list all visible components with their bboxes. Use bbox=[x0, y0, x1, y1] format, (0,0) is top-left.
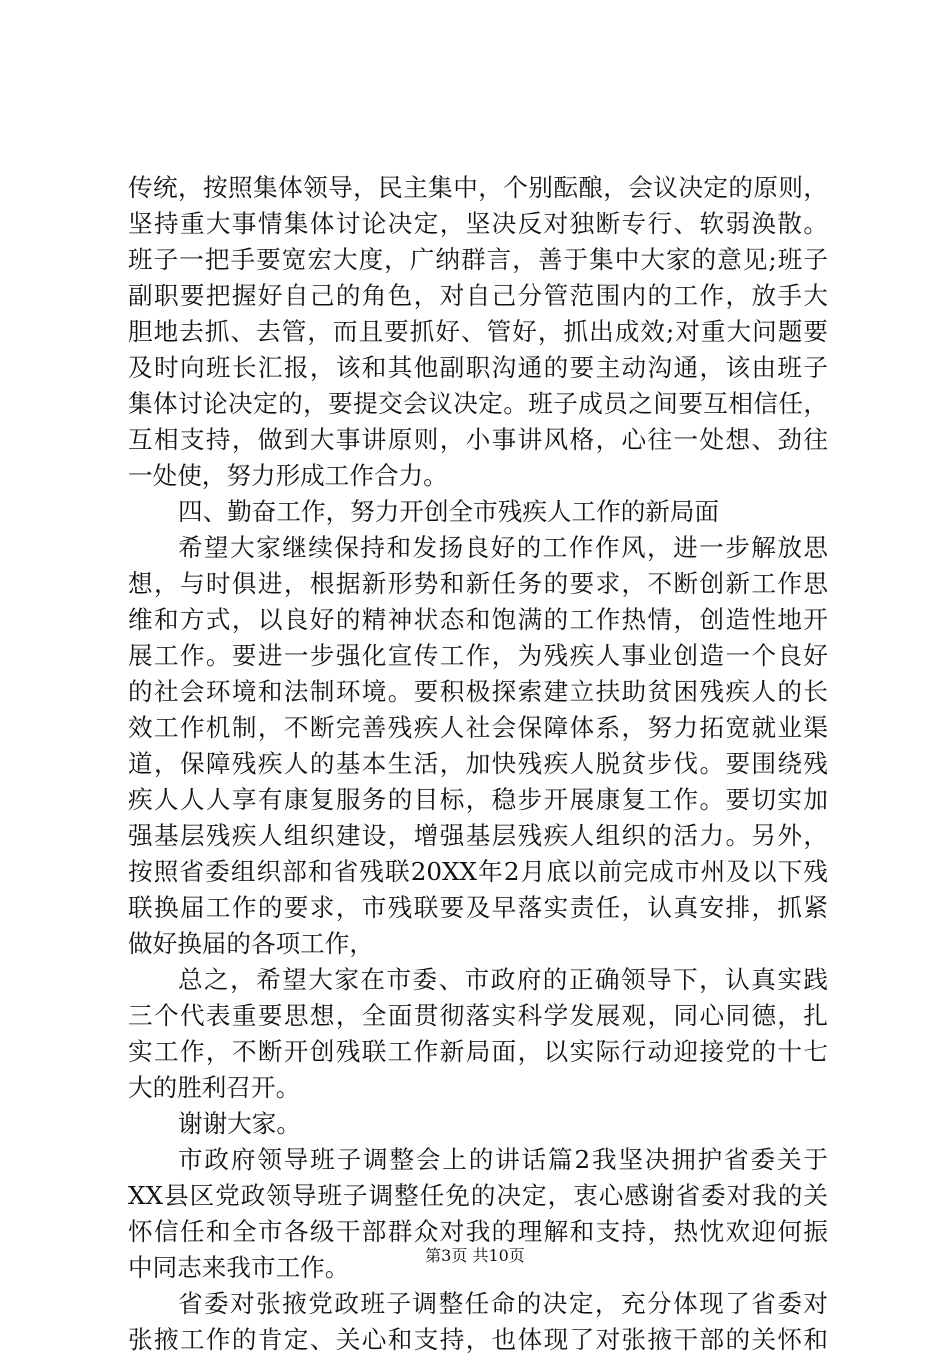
text-line: 联换届工作的要求，市残联要及早落实责任，认真安排，抓紧 bbox=[128, 893, 828, 922]
text-line: 谢谢大家。 bbox=[178, 1109, 301, 1138]
text-line: 一处使，努力形成工作合力。 bbox=[128, 461, 448, 490]
page-footer: 第3页 共10页 bbox=[425, 1246, 525, 1265]
section-heading: 四、勤奋工作，努力开创全市残疾人工作的新局面 bbox=[178, 497, 720, 526]
text-line: 强基层残疾人组织建设，增强基层残疾人组织的活力。另外， bbox=[128, 821, 828, 850]
text-line: 张掖工作的肯定、关心和支持，也体现了对张掖干部的关怀和 bbox=[128, 1325, 828, 1354]
text-line: 中同志来我市工作。 bbox=[128, 1253, 350, 1282]
text-line: 总之，希望大家在市委、市政府的正确领导下，认真实践 bbox=[178, 965, 828, 994]
text-line: XX县区党政领导班子调整任免的决定，衷心感谢省委对我的关 bbox=[128, 1181, 828, 1210]
text-line: 怀信任和全市各级干部群众对我的理解和支持，热忱欢迎何振 bbox=[128, 1217, 828, 1246]
text-line: 坚持重大事情集体讨论决定，坚决反对独断专行、软弱涣散。 bbox=[128, 209, 828, 238]
text-line: 三个代表重要思想，全面贯彻落实科学发展观，同心同德，扎 bbox=[128, 1001, 828, 1030]
document-body bbox=[128, 170, 828, 1358]
text-line: 集体讨论决定的，要提交会议决定。班子成员之间要互相信任， bbox=[128, 389, 828, 418]
text-line: 想，与时俱进，根据新形势和新任务的要求，不断创新工作思 bbox=[128, 569, 828, 598]
text-line: 按照省委组织部和省残联20XX年2月底以前完成市州及以下残 bbox=[128, 857, 828, 886]
text-line: 省委对张掖党政班子调整任命的决定，充分体现了省委对 bbox=[178, 1289, 828, 1318]
text-line: 及时向班长汇报，该和其他副职沟通的要主动沟通，该由班子 bbox=[128, 353, 828, 382]
text-line: 做好换届的各项工作， bbox=[128, 929, 374, 958]
text-line: 班子一把手要宽宏大度，广纳群言，善于集中大家的意见;班子 bbox=[128, 245, 828, 274]
text-line: 展工作。要进一步强化宣传工作，为残疾人事业创造一个良好 bbox=[128, 641, 828, 670]
text-line: 胆地去抓、去管，而且要抓好、管好，抓出成效;对重大问题要 bbox=[128, 317, 828, 346]
text-line: 疾人人人享有康复服务的目标，稳步开展康复工作。要切实加 bbox=[128, 785, 828, 814]
text-line: 的社会环境和法制环境。要积极探索建立扶助贫困残疾人的长 bbox=[128, 677, 828, 706]
text-line: 副职要把握好自己的角色，对自己分管范围内的工作，放手大 bbox=[128, 281, 828, 310]
text-line: 大的胜利召开。 bbox=[128, 1073, 301, 1102]
text-line: 互相支持，做到大事讲原则，小事讲风格，心往一处想、劲往 bbox=[128, 425, 828, 454]
text-line: 效工作机制，不断完善残疾人社会保障体系，努力拓宽就业渠 bbox=[128, 713, 828, 742]
text-line: 传统，按照集体领导，民主集中，个别酝酿，会议决定的原则， bbox=[128, 173, 828, 202]
text-line: 市政府领导班子调整会上的讲话篇2我坚决拥护省委关于 bbox=[178, 1145, 828, 1174]
text-line: 道，保障残疾人的基本生活，加快残疾人脱贫步伐。要围绕残 bbox=[128, 749, 828, 778]
text-line: 希望大家继续保持和发扬良好的工作作风，进一步解放思 bbox=[178, 533, 828, 562]
text-line: 实工作，不断开创残联工作新局面，以实际行动迎接党的十七 bbox=[128, 1037, 828, 1066]
text-line: 维和方式，以良好的精神状态和饱满的工作热情，创造性地开 bbox=[128, 605, 828, 634]
